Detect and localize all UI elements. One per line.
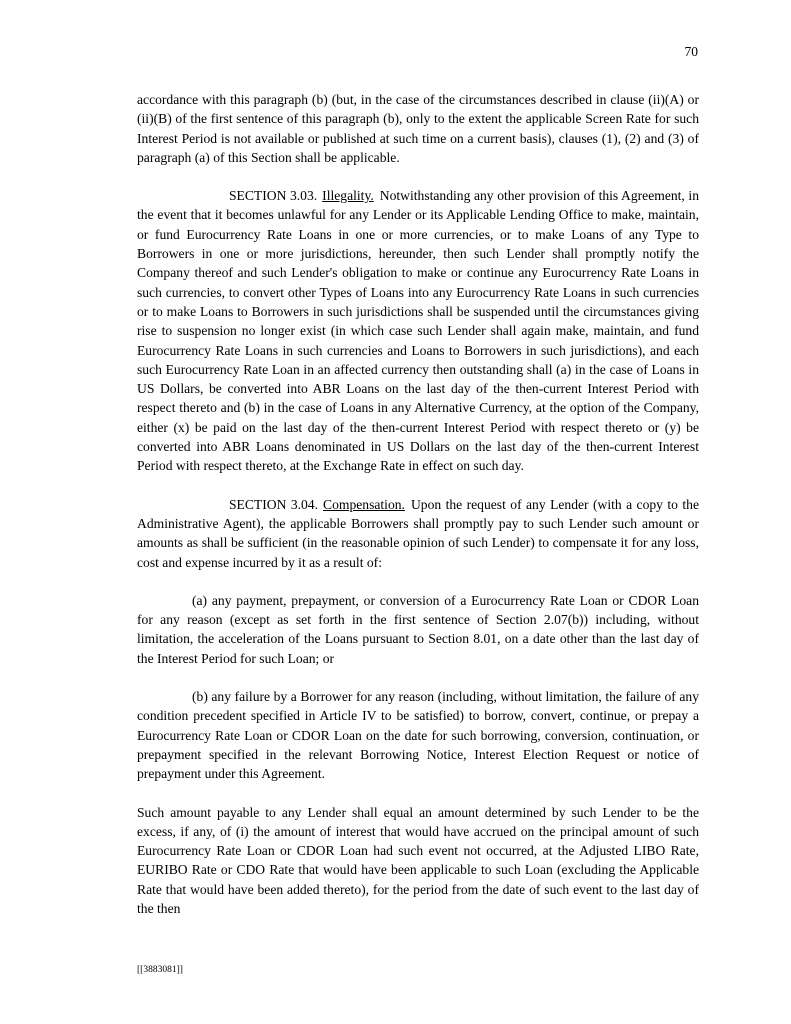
paragraph-spacer — [137, 476, 699, 495]
section-3-04 — [137, 495, 699, 572]
paragraph-spacer — [137, 668, 699, 687]
paragraph-continuation: accordance with this paragraph (b) (but, in the case of the circumstances described in clause (ii)(A) or (ii)(B) of the first sentence of this paragraph (b), only to the extent the applicable Screen Rate for such Interest Period is not available or published at such time on a current basis), clauses (1), (2) and (3) of paragraph (a) of this Section shall be applicable. — [137, 92, 699, 165]
page-body — [137, 90, 699, 918]
paragraph-closing: Such amount payable to any Lender shall equal an amount determined by such Lender to be the excess, if any, of (i) the amount of interest that would have accrued on the principal amount of such Eurocurrency Rate Loan or CDOR Loan had such event not occurred, at the Adjusted LIBO Rate, EURIBO Rate or CDO Rate that would have been applicable to such Loan (excluding the Applicable Rate that would have been added thereto), for the period from the date of such event to the last day of the then — [137, 804, 699, 916]
page-number: 70 — [684, 44, 698, 59]
section-3-04-text: Upon the request of any Lender (with a copy to the Administrative Agent), the applicable Borrowers shall promptly pay to such Lender such amount or amounts as shall be sufficient (in the reasonable opinion of such Lender) to compensate it for any loss, cost and expense incurred by it as a result of: — [137, 496, 699, 570]
section-3-04-title: Compensation. — [323, 496, 405, 512]
paragraph-spacer — [137, 572, 699, 591]
document-footer-tag: [[3883081]] — [137, 965, 183, 975]
clause-a: (a) any payment, prepayment, or conversion of a Eurocurrency Rate Loan or CDOR Loan for any reason (except as set forth in the first sentence of Section 2.07(b)) including, without limitation, the acceleration of the Loans pursuant to Section 8.01, on a date other than the last day of the Interest Period for such Loan; or — [137, 592, 699, 666]
clause-b: (b) any failure by a Borrower for any reason (including, without limitation, the failure of any condition precedent specified in Article IV to be satisfied) to borrow, convert, continue, or prepay a Eurocurrency Rate Loan or CDOR Loan on the date for such borrowing, conversion, continuation, or prepayment specified in the relevant Borrowing Notice, Interest Election Request or notice of prepayment under this Agreement. — [137, 689, 699, 782]
section-3-03-title: Illegality. — [322, 188, 374, 204]
section-3-04-number: SECTION 3.04. — [229, 496, 319, 512]
section-3-03-number: SECTION 3.03. — [229, 188, 318, 204]
paragraph-spacer — [137, 784, 699, 803]
section-3-03-text: Notwithstanding any other provision of this Agreement, in the event that it becomes unlawful for any Lender or its Applicable Lending Office to make, maintain, or fund Eurocurrency Rate Loans in one or more currencies, or to make Loans of any Type to Borrowers in one or more jurisdictions, hereunder, then such Lender shall promptly notify the Company thereof and such Lender's obligation to make or continue any Eurocurrency Rate Loans in such currencies, to convert other Types of Loans into any Eurocurrency Rate Loans in such currencies or to make Loans to Borrowers in such jurisdictions shall be suspended until the circumstances giving rise to suspension no longer exist (in which case such Lender shall again make, maintain, and fund Eurocurrency Rate Loans in such currencies and Loans to Borrowers in such jurisdictions), and each such Eurocurrency Rate Loan in an affected currency then outstanding shall (a) in the case of Loans in US Dollars, be converted into ABR Loans on the last day of the then-current Interest Period with respect thereto and (b) in the case of Loans in any Alternative Currency, at the option of the Company, either (x) be paid on the last day of the then-current Interest Period with respect thereto or (y) be converted into ABR Loans denominated in US Dollars on the last day of the then-current Interest Period with respect thereto, at the Exchange Rate in effect on such day. — [137, 188, 699, 474]
paragraph-spacer — [137, 167, 699, 186]
section-3-03 — [137, 186, 699, 475]
